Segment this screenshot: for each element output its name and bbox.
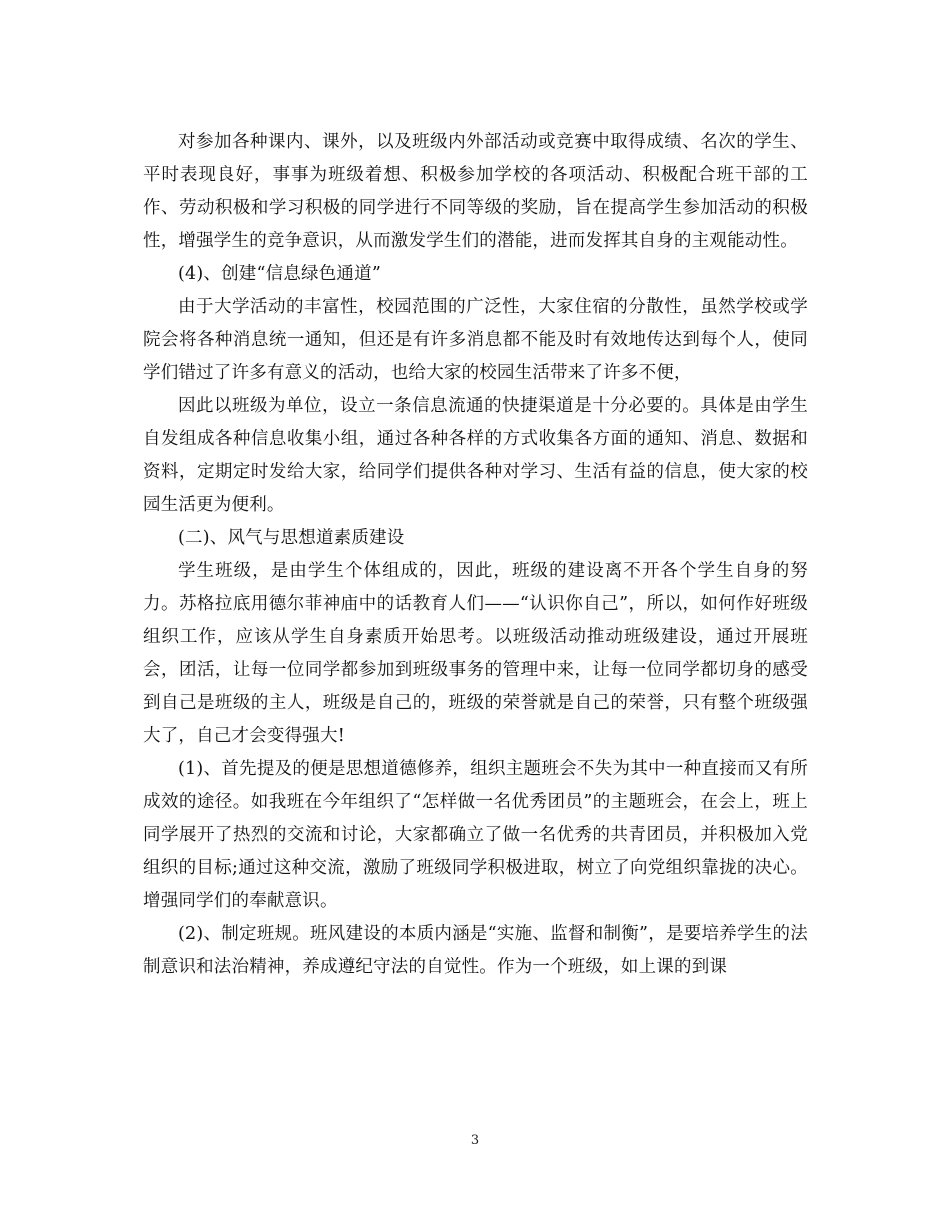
paragraph-class-building: 学生班级，是由学生个体组成的，因此，班级的建设离不开各个学生自身的努力。苏格拉底用德尔菲神庙中的话教育人们——“认识你自己”，所以，如何作好班级组织工作，应该从学生自身素质开始思考。以班级活动推动班级建设，通过开展班会，团活，让每一位同学都参加到班级事务的管理中来，让每一位同学都切身的感受到自己是班级的主人，班级是自己的，班级的荣誉就是自己的荣誉，只有整个班级强大了，自己才会变得强大! — [143, 561, 808, 746]
paragraph-moral-cultivation: (1)、首先提及的便是思想道德修养，组织主题班会不失为其中一种直接而又有所成效的途径。如我班在今年组织了“怎样做一名优秀团员”的主题班会，在会上，班上同学展开了热烈的交流和讨论，大家都确立了做一名优秀的共青团员，并积极加入党组织的目标;通过这种交流，激励了班级同学积极进取，树立了向党组织靠拢的决心。增强同学们的奉献意识。 — [143, 759, 808, 911]
page-number: 3 — [470, 1133, 480, 1148]
paragraph-info-solution: 因此以班级为单位，设立一条信息流通的快捷渠道是十分必要的。具体是由学生自发组成各种信息收集小组，通过各种各样的方式收集各方面的通知、消息、数据和资料，定期定时发给大家，给同学们提供各种对学习、生活有益的信息，使大家的校园生活更为便利。 — [143, 396, 808, 515]
heading-moral-quality: (二)、风气与思想道素质建设 — [178, 528, 405, 548]
paragraph-class-rules: (2)、制定班规。班风建设的本质内涵是“实施、监督和制衡”，是要培养学生的法制意识和法治精神，养成遵纪守法的自觉性。作为一个班级，如上课的到课 — [143, 924, 808, 977]
paragraph-info-problem: 由于大学活动的丰富性，校园范围的广泛性，大家住宿的分散性，虽然学校或学院会将各种消息统一通知，但还是有许多消息都不能及时有效地传达到每个人，使同学们错过了许多有意义的活动，也给大家的校园生活带来了许多不便， — [143, 297, 808, 383]
heading-info-channel: (4)、创建“信息绿色通道” — [178, 264, 381, 284]
page-body — [143, 126, 808, 984]
paragraph-rewards: 对参加各种课内、课外，以及班级内外部活动或竞赛中取得成绩、名次的学生、平时表现良好，事事为班级着想、积极参加学校的各项活动、积极配合班干部的工作、劳动积极和学习积极的同学进行不同等级的奖励，旨在提高学生参加活动的积极性，增强学生的竞争意识，从而激发学生们的潜能，进而发挥其自身的主观能动性。 — [143, 132, 808, 251]
